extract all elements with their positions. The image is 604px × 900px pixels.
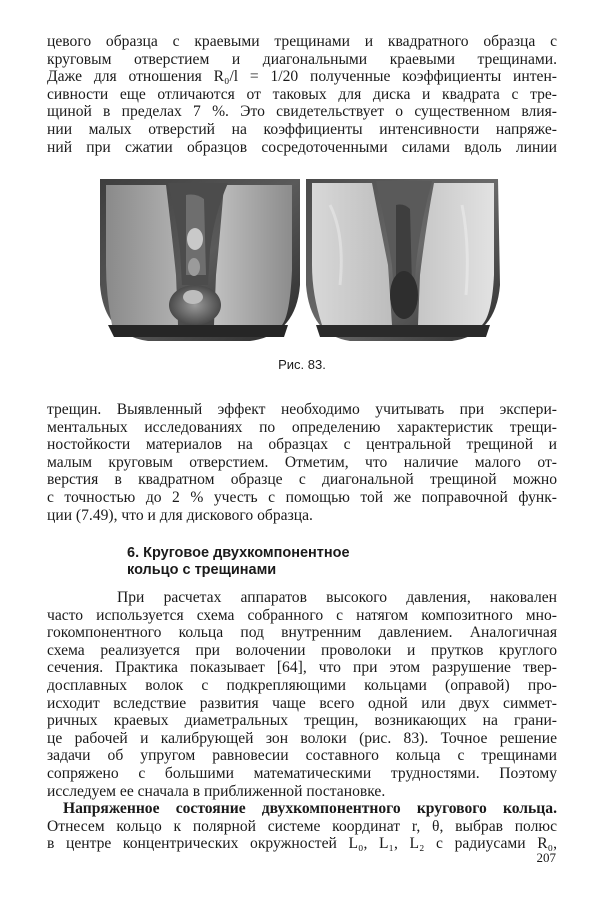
text-line: нии малых отверстий на коэффициенты интенсивности напряже- xyxy=(47,120,557,138)
figure-83 xyxy=(0,175,604,345)
text-line: Отнесем кольцо к полярной системе координат r, θ, выбрав полюс xyxy=(47,817,557,835)
text-line: це рабочей и калибрующей зон волоки (рис. 83). Точное решение xyxy=(47,729,557,747)
section-heading xyxy=(127,545,350,579)
text-line: цевого образца с краевыми трещинами и квадратного образца с xyxy=(47,33,557,50)
text-line: щиной в пределах 7 %. Это свидетельствует о существенном влия- xyxy=(47,103,557,121)
figure-caption: Рис. 83. xyxy=(278,357,326,372)
text-line: сечения. Практика показывает [64], что при этом разрушение твер- xyxy=(47,659,557,677)
figure-photographs xyxy=(0,175,604,345)
text-line: трещин. Выявленный эффект необходимо учитывать при экспери- xyxy=(47,401,557,418)
text-line: исходит вследствие развития чаще всего одной или двух симмет- xyxy=(47,694,557,712)
text-line: гокомпонентного кольца под внутренним давлением. Аналогичная xyxy=(47,624,557,642)
text-line: При расчетах аппаратов высокого давления, наковален xyxy=(117,589,557,606)
text-line: часто используется схема собранного с натягом композитного мно- xyxy=(47,606,557,624)
text-line: Даже для отношения R₀/l = 1/20 полученные коэффициенты интен- xyxy=(47,68,557,86)
text-line: ричных краевых диаметральных трещин, возникающих на грани- xyxy=(47,712,557,730)
middle-paragraph xyxy=(47,401,557,524)
text-line: ментальных исследованиях по определению характеристик трещи- xyxy=(47,418,557,436)
text-line: малым круговым отверстием. Отметим, что наличие малого от- xyxy=(47,453,557,471)
text-line: задачи об упругом равновесии составного кольца с трещинами xyxy=(47,747,557,765)
text-line: верстия в квадратном образце с диагональной трещиной можно xyxy=(47,471,557,489)
text-line: сивности еще отличаются от таковых для диска и квадрата с тре- xyxy=(47,85,557,103)
text-line: ностойкости материалов на образцах с центральной трещиной и xyxy=(47,436,557,454)
last-paragraph xyxy=(47,800,557,853)
text-line: досплавных волок с подкрепляющими кольцами (оправой) про- xyxy=(47,676,557,694)
right-photo xyxy=(306,179,500,341)
section-heading-line: кольцо с трещинами xyxy=(127,562,277,578)
page-number: 207 xyxy=(536,850,556,865)
left-photo xyxy=(100,179,300,341)
text-line: схема реализуется при волочении проволоки и прутков круглого xyxy=(47,641,557,659)
bold-lead-heading: Напряженное состояние двухкомпонентного кругового кольца. xyxy=(63,800,557,817)
top-paragraph xyxy=(47,33,557,156)
text-line: ний при сжатии образцов сосредоточенными силами вдоль линии xyxy=(47,138,557,156)
section-heading-line: 6. Круговое двухкомпонентное xyxy=(127,545,350,561)
text-line: круговым отверстием и диагональными краевыми трещинами. xyxy=(47,50,557,68)
text-line: исследуем ее сначала в приближенной постановке. xyxy=(47,782,386,800)
text-line: в центре концентрических окружностей L₀, L₁, L₂ с радиусами R₀, xyxy=(47,835,557,853)
text-line: с точностью до 2 % учесть с помощью той же поправочной функ- xyxy=(47,488,557,506)
body-paragraph xyxy=(47,589,557,800)
text-line: сопряжено с большими математическими трудностями. Поэтому xyxy=(47,764,557,782)
text-line: ции (7.49), что и для дискового образца. xyxy=(47,506,313,524)
